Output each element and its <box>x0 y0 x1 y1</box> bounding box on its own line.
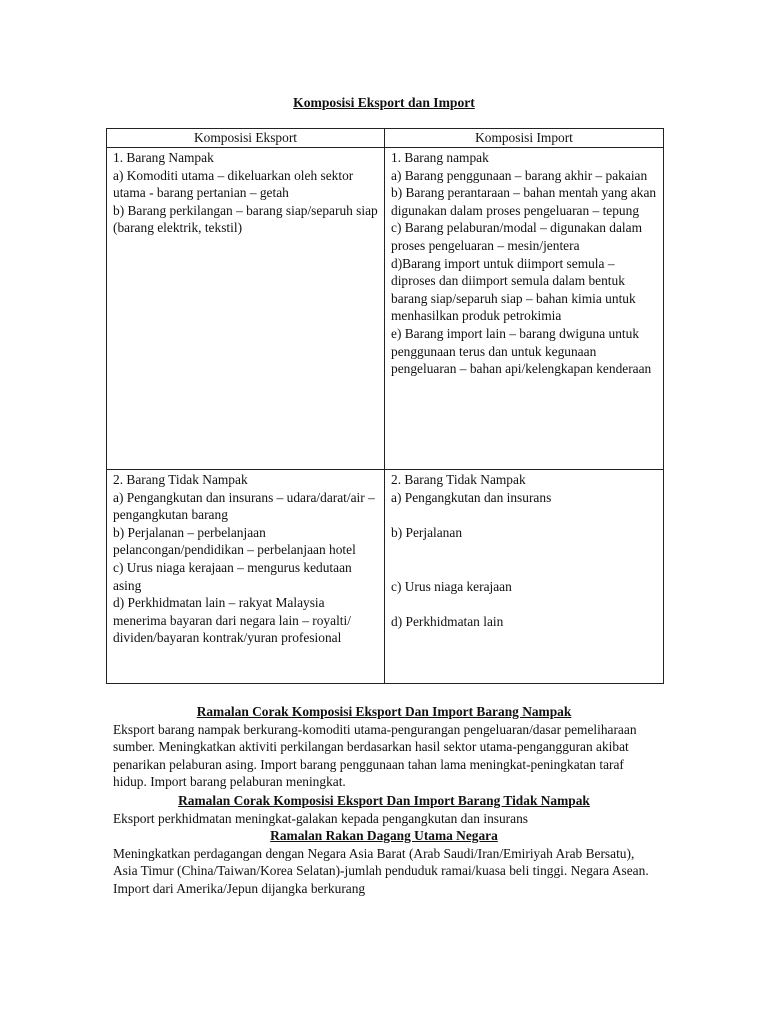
list-item: b) Barang perkilangan – barang siap/separuh siap (barang elektrik, tekstil) <box>113 202 378 236</box>
trade-partners-section <box>113 827 655 897</box>
forecast-invisible-section <box>113 792 655 827</box>
section-paragraph: Eksport perkhidmatan meningkat-galakan kepada pengangkutan dan insurans <box>113 810 528 826</box>
forecast-visible-section <box>113 703 655 791</box>
section-heading: Ramalan Corak Komposisi Eksport Dan Import Barang Nampak <box>196 704 572 719</box>
table-row <box>107 470 664 684</box>
composition-table <box>106 128 664 684</box>
list-item: c) Barang pelaburan/modal – digunakan dalam proses pengeluaran – mesin/jentera <box>391 220 642 253</box>
list-item: b) Perjalanan – perbelanjaan pelancongan/pendidikan – perbelanjaan hotel <box>113 524 356 558</box>
list-item: c) Urus niaga kerajaan <box>391 578 512 594</box>
export-invisible-heading: 2. Barang Tidak Nampak <box>113 472 248 487</box>
import-invisible-cell <box>385 470 664 684</box>
list-item: c) Urus niaga kerajaan – mengurus kedutaan asing <box>113 559 352 593</box>
list-item: a) Barang penggunaan – barang akhir – pakaian <box>391 167 648 183</box>
section-heading: Ramalan Rakan Dagang Utama Negara <box>270 828 498 843</box>
list-item: e) Barang import lain – barang dwiguna untuk penggunaan terus dan untuk kegunaan pengeluaran – bahan api/kelengkapan kenderaan <box>391 325 652 377</box>
list-item: d)Barang import untuk diimport semula – diproses dan diimport semula dalam bentuk barang siap/separuh siap – bahan kimia untuk menhasilkan produk petrokimia <box>391 255 636 324</box>
list-item: a) Komoditi utama – dikeluarkan oleh sektor utama - barang pertanian – getah <box>113 167 354 201</box>
import-invisible-heading: 2. Barang Tidak Nampak <box>391 472 526 487</box>
export-visible-cell <box>107 148 385 470</box>
section-paragraph: Meningkatkan perdagangan dengan Negara Asia Barat (Arab Saudi/Iran/Emiriyah Arab Bersatu), Asia Timur (China/Taiwan/Korea Selatan)-jumlah penduduk ramai/kuasa beli tinggi. Negara Asean. Import dari Amerika/Jepun dijangka berkurang <box>113 845 649 896</box>
list-item: a) Pengangkutan dan insurans – udara/darat/air – pengangkutan barang <box>113 489 375 523</box>
import-visible-cell <box>385 148 664 470</box>
column-header-import: Komposisi Import <box>385 129 664 148</box>
import-visible-heading: 1. Barang nampak <box>391 150 489 165</box>
section-paragraph: Eksport barang nampak berkurang-komoditi utama-pengurangan pengeluaran/dasar pemeliharaan sumber. Meningkatkan aktiviti perkilangan berdasarkan hasil sektor utama-pengangguran akibat penarikan pelaburan asing. Import barang penggunaan tahan lama meningkat-peningkatan taraf hidup. Import barang pelaburan meningkat. <box>113 721 637 790</box>
list-item: d) Perkhidmatan lain <box>391 614 504 630</box>
list-item: b) Perjalanan <box>391 525 463 541</box>
page-title: Komposisi Eksport dan Import <box>293 95 475 110</box>
column-header-export: Komposisi Eksport <box>107 129 385 148</box>
list-item: d) Perkhidmatan lain – rakyat Malaysia menerima bayaran dari negara lain – royalti/ dividen/bayaran kontrak/yuran profesional <box>113 595 351 646</box>
export-visible-heading: 1. Barang Nampak <box>113 150 214 165</box>
list-item: a) Pengangkutan dan insurans <box>391 489 552 505</box>
table-row <box>107 148 664 470</box>
table-header-row <box>107 129 664 148</box>
section-heading: Ramalan Corak Komposisi Eksport Dan Import Barang Tidak Nampak <box>178 793 590 808</box>
export-invisible-cell <box>107 470 385 684</box>
list-item: b) Barang perantaraan – bahan mentah yang akan digunakan dalam proses pengeluaran – tepung <box>391 185 657 218</box>
